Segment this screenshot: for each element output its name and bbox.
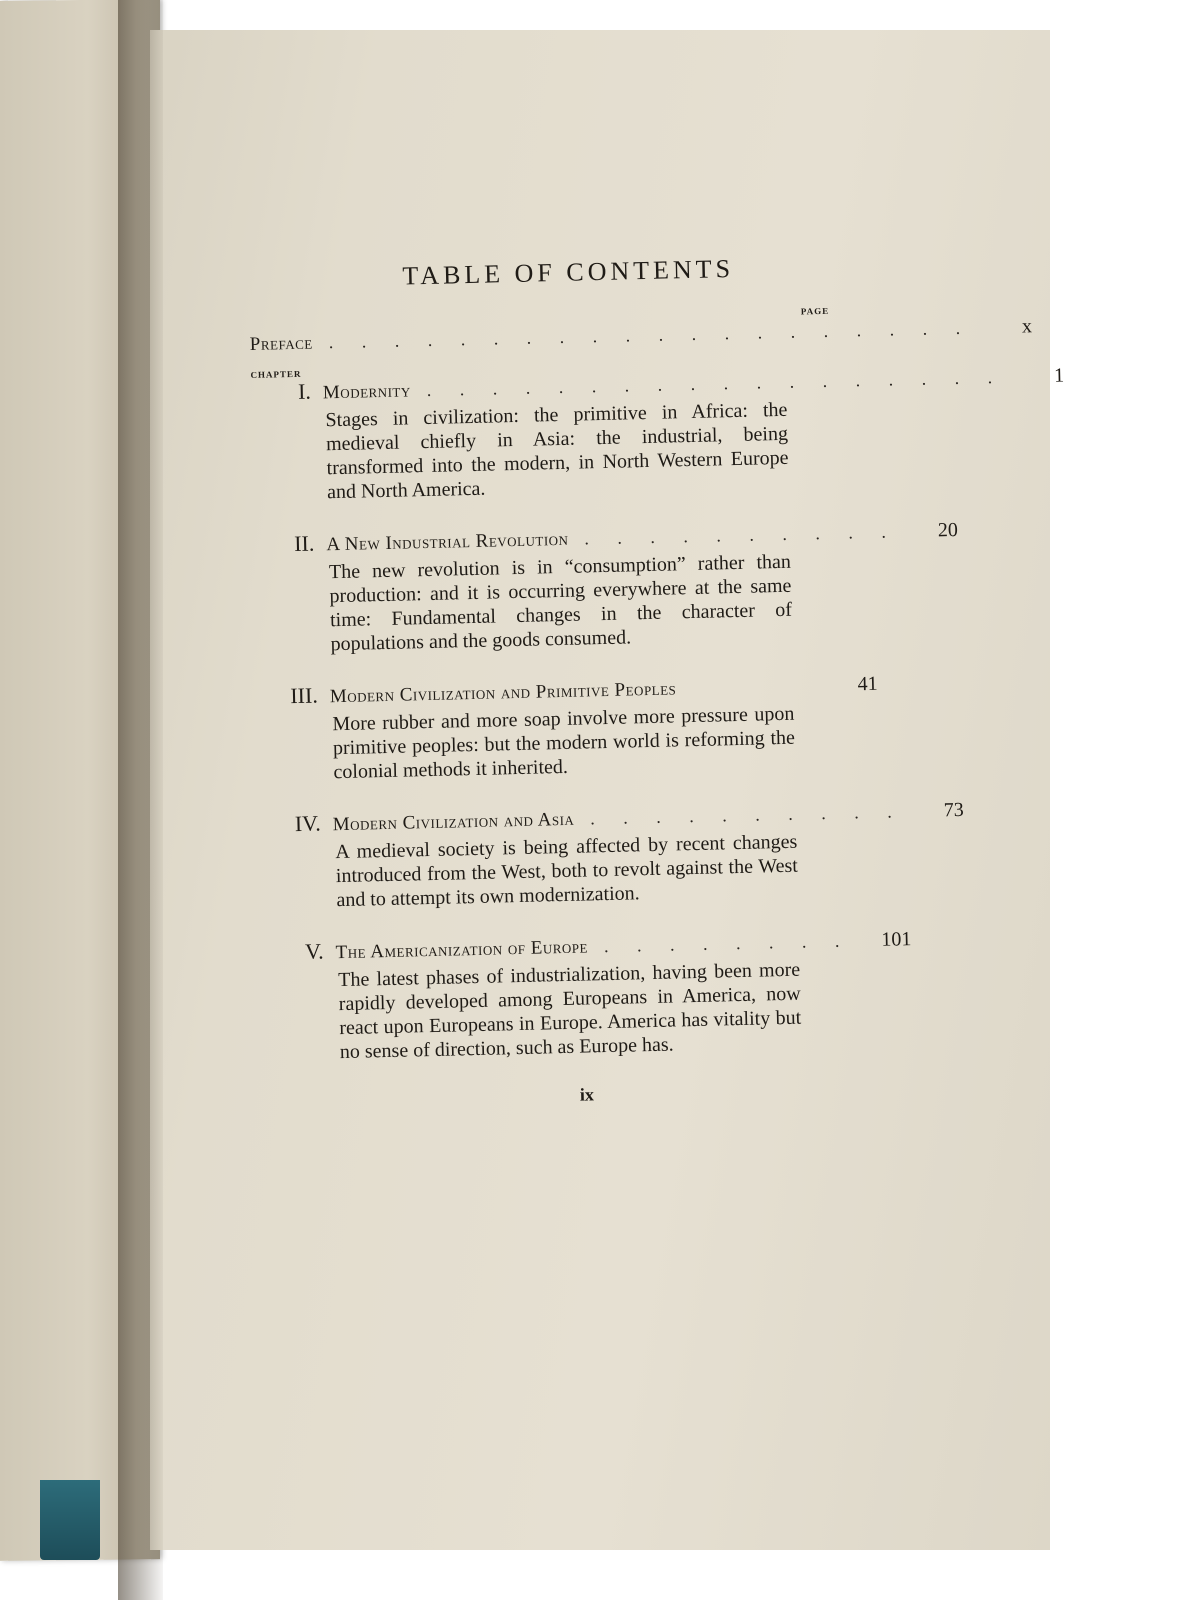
toc-title: TABLE OF CONTENTS (402, 253, 735, 291)
toc-entry (254, 518, 959, 658)
leader-dots: . . . . . . . . . . (584, 521, 899, 549)
leader-dots: . . . . . . . . . . . . . . . . . . (426, 366, 1005, 400)
leader-dots: . . . . . . . . . . (590, 801, 904, 829)
chapter-number: V. (304, 938, 324, 964)
preface-heading: Preface (249, 332, 313, 355)
chapter-page: 1 (1053, 364, 1065, 387)
toc-entry (260, 798, 964, 914)
chapter-heading: The Americanization of Europe (335, 936, 589, 964)
chapter-heading: A New Industrial Revolution (326, 528, 569, 556)
chapter-heading: Modern Civilization and Asia (332, 808, 575, 836)
book-cover-edge (40, 1480, 100, 1560)
chapter-page: 41 (857, 672, 878, 696)
chapter-number: III. (290, 682, 319, 709)
chapter-summary: A medieval society is being affected by recent changes introduced from the West, both to revolt against the West and to attempt its own modernization. (335, 830, 799, 912)
chapter-summary: More rubber and more soap involve more pressure upon primitive peoples: but the modern world is reforming the colonial methods it inherited. (332, 702, 796, 784)
chapter-heading: Modernity (322, 380, 411, 404)
chapter-column-label: CHAPTER (250, 368, 302, 380)
chapter-summary: Stages in civilization: the primitive in Africa: the medieval chiefly in Asia: the industrial, being transformed into the modern, in North Western Europe and North America. (325, 398, 789, 504)
toc-entry (263, 926, 912, 1066)
page-column-label: PAGE (800, 305, 830, 317)
toc-entry (258, 670, 880, 786)
chapter-number: IV. (294, 810, 321, 837)
chapter-page: 20 (937, 518, 959, 542)
chapter-summary: The new revolution is in “consumption” rather than production: and it is occurring everywhere at the same time: Fundamental changes in the character of populations and the goods consumed. (328, 550, 793, 656)
leader-dots: . . . . . . . . (603, 930, 852, 957)
chapter-page: 101 (881, 928, 912, 951)
chapter-page: 73 (943, 798, 964, 822)
toc-entry (251, 364, 1065, 506)
chapter-heading: Modern Civilization and Primitive Peoples (329, 678, 677, 708)
chapter-number: II. (293, 530, 315, 557)
chapter-summary: The latest phases of industrialization, having been more rapidly developed among Europeans in America, now react upon Europeans in Europe. America has vitality but no sense of direction, such as Europe has. (337, 958, 802, 1064)
preface-page: x (1021, 315, 1033, 338)
toc-content (248, 251, 1065, 1113)
page-gutter-shadow (118, 0, 163, 1600)
chapter-number: I. (297, 378, 312, 404)
page-folio: ix (579, 1084, 595, 1105)
leader-dots: . . . . . . . . . . . . . . . . . . . . (328, 317, 973, 353)
leader-dots (676, 691, 817, 694)
